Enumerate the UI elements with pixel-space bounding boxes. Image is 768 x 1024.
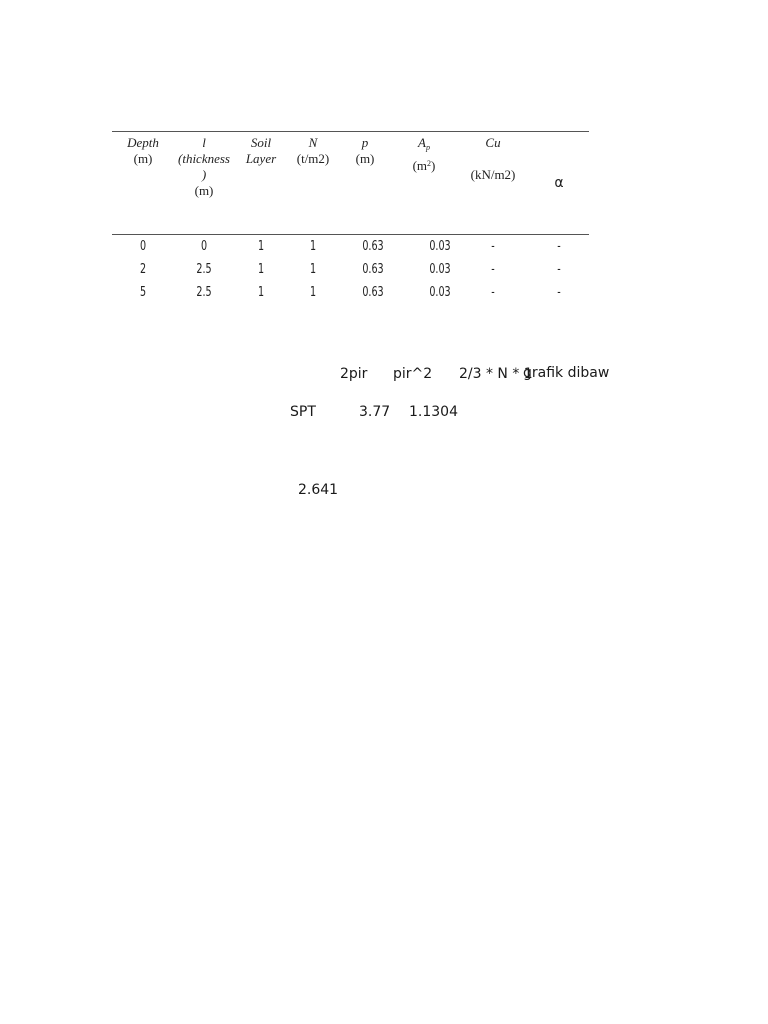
table-top-rule <box>112 131 589 132</box>
cell-2pir-label: 2pir <box>340 366 368 382</box>
header-alpha-title: α <box>554 175 564 191</box>
header-ap-sub: p <box>425 143 430 152</box>
table-cell: - <box>491 239 495 254</box>
cell-formula-label: 2/3 * N * 1 <box>459 366 533 382</box>
table-cell: 0.03 <box>429 239 451 254</box>
table-cell: 1 <box>257 262 265 277</box>
table-cell: 0.63 <box>362 262 384 277</box>
header-soil-layer <box>238 135 284 167</box>
table-cell: - <box>557 239 561 254</box>
table-cell: 2.5 <box>196 285 212 300</box>
header-depth-unit: (m) <box>133 151 153 166</box>
header-ap <box>400 135 448 174</box>
header-thickness-title-2: (thickness <box>178 151 230 166</box>
table-cell: 1 <box>309 285 317 300</box>
header-thickness-unit: (m) <box>194 183 214 198</box>
header-ap-unit: (m <box>412 158 428 173</box>
cell-pir2-value: 1.1304 <box>409 404 458 420</box>
header-p-unit: (m) <box>355 151 375 166</box>
header-n-unit: (t/m2) <box>296 151 330 166</box>
header-n <box>290 135 336 167</box>
header-p-title: p <box>361 135 369 150</box>
table-cell: 1 <box>257 239 265 254</box>
header-thickness-title-1: l <box>202 135 206 150</box>
table-cell: 0.03 <box>429 285 451 300</box>
table-header-rule <box>112 234 589 235</box>
table-cell: 2 <box>139 262 147 277</box>
header-ap-unit-line <box>400 156 448 174</box>
header-n-title: N <box>308 135 318 150</box>
table-cell: - <box>491 285 495 300</box>
header-cu-unit: (kN/m2) <box>470 167 516 182</box>
table-cell: 5 <box>139 285 147 300</box>
cell-note-label: grafik dibaw <box>523 365 610 381</box>
table-cell: 1 <box>257 285 265 300</box>
header-p <box>342 135 388 167</box>
header-depth <box>118 135 168 167</box>
header-ap-title: A <box>418 135 426 150</box>
header-alpha <box>540 175 578 191</box>
table-cell: - <box>557 262 561 277</box>
header-ap-unit-close: ) <box>431 158 436 173</box>
table-cell: 0 <box>200 239 208 254</box>
header-depth-title: Depth <box>127 135 159 150</box>
header-soil-title-2: Layer <box>245 151 277 166</box>
cell-spt-label: SPT <box>290 404 316 420</box>
header-thickness <box>172 135 236 199</box>
table-cell: 0.03 <box>429 262 451 277</box>
header-ap-title-line <box>400 135 448 156</box>
header-ap-unit-sup: 2 <box>427 159 432 168</box>
table-cell: 1 <box>309 262 317 277</box>
cell-result-value: 2.641 <box>298 482 339 498</box>
table-cell: 0.63 <box>362 285 384 300</box>
header-thickness-title-3: ) <box>201 167 207 182</box>
table-cell: - <box>557 285 561 300</box>
table-cell: 0.63 <box>362 239 384 254</box>
header-cu-title: Cu <box>485 135 501 150</box>
cell-2pir-value: 3.77 <box>359 404 391 420</box>
header-soil-title-1: Soil <box>250 135 272 150</box>
table-cell: 1 <box>309 239 317 254</box>
table-cell: - <box>491 262 495 277</box>
table-cell: 2.5 <box>196 262 212 277</box>
cell-pir2-label: pir^2 <box>393 366 433 382</box>
header-cu <box>460 135 526 183</box>
table-cell: 0 <box>139 239 147 254</box>
